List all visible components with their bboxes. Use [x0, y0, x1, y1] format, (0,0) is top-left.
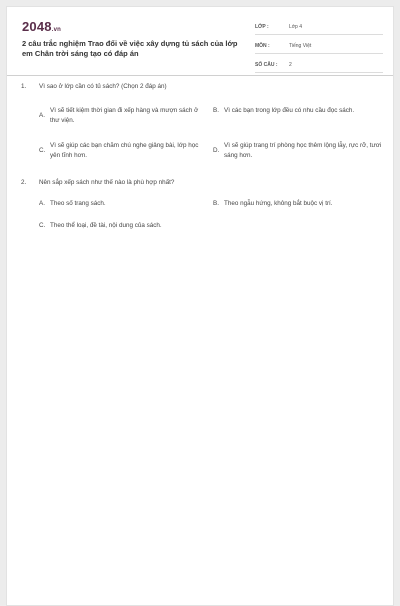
question-1-option-d[interactable] — [213, 141, 383, 161]
option-letter: B. — [213, 200, 219, 207]
meta-label: LỚP : — [255, 24, 269, 30]
document-title: 2 câu trắc nghiệm Trao đổi về việc xây dựng tủ sách của lớp em Chân trời sáng tạo có đáp án — [22, 39, 238, 58]
question-2-option-a[interactable] — [39, 199, 209, 209]
option-text: Vì sẽ giúp các bạn chăm chú nghe giảng bài, lớp học yên tĩnh hơn. — [50, 142, 199, 159]
site-logo[interactable] — [22, 19, 61, 34]
meta-value: Lớp 4 — [289, 24, 303, 30]
logo-main-text: 2048 — [22, 19, 52, 34]
question-1-option-c[interactable] — [39, 141, 205, 161]
question-1-option-a[interactable] — [39, 106, 199, 126]
option-letter: C. — [39, 147, 46, 154]
question-2-option-b[interactable] — [213, 199, 383, 209]
option-letter: D. — [213, 147, 220, 154]
question-1 — [21, 83, 381, 90]
option-text: Theo ngẫu hứng, không bắt buộc vị trí. — [224, 200, 333, 207]
option-text: Vì sẽ tiết kiệm thời gian đi xếp hàng và mượn sách ở thư viện. — [50, 107, 199, 124]
question-2-option-c[interactable] — [39, 221, 239, 231]
document-header — [7, 7, 393, 71]
meta-row-grade — [255, 20, 383, 35]
option-text: Theo số trang sách. — [50, 200, 106, 207]
option-text: Vì các bạn trong lớp đều có nhu cầu đọc sách. — [224, 107, 355, 114]
document-meta — [255, 20, 383, 77]
question-number: 1. — [21, 83, 27, 90]
option-letter: B. — [213, 107, 219, 114]
meta-row-subject — [255, 39, 383, 54]
question-1-option-b[interactable] — [213, 106, 383, 116]
option-text: Theo thể loại, đề tài, nội dung của sách. — [50, 222, 162, 229]
question-number: 2. — [21, 179, 27, 186]
option-text: Vì sẽ giúp trang trí phòng học thêm lộng lẫy, rực rỡ, tươi sáng hơn. — [224, 142, 382, 159]
meta-label: MÔN : — [255, 43, 270, 49]
meta-label: SỐ CÂU : — [255, 62, 278, 68]
meta-value: Tiếng Việt — [289, 43, 312, 49]
option-letter: C. — [39, 222, 46, 229]
option-letter: A. — [39, 112, 45, 119]
meta-value: 2 — [289, 62, 292, 68]
question-text: Vì sao ở lớp cần có tủ sách? (Chọn 2 đáp án) — [39, 83, 167, 90]
option-letter: A. — [39, 200, 45, 207]
header-divider — [7, 75, 393, 76]
question-text: Nên sắp xếp sách như thế nào là phù hợp nhất? — [39, 179, 175, 186]
document-page — [6, 6, 394, 606]
logo-suffix-text: .vn — [51, 27, 62, 33]
meta-row-count — [255, 58, 383, 73]
question-2 — [21, 179, 381, 186]
